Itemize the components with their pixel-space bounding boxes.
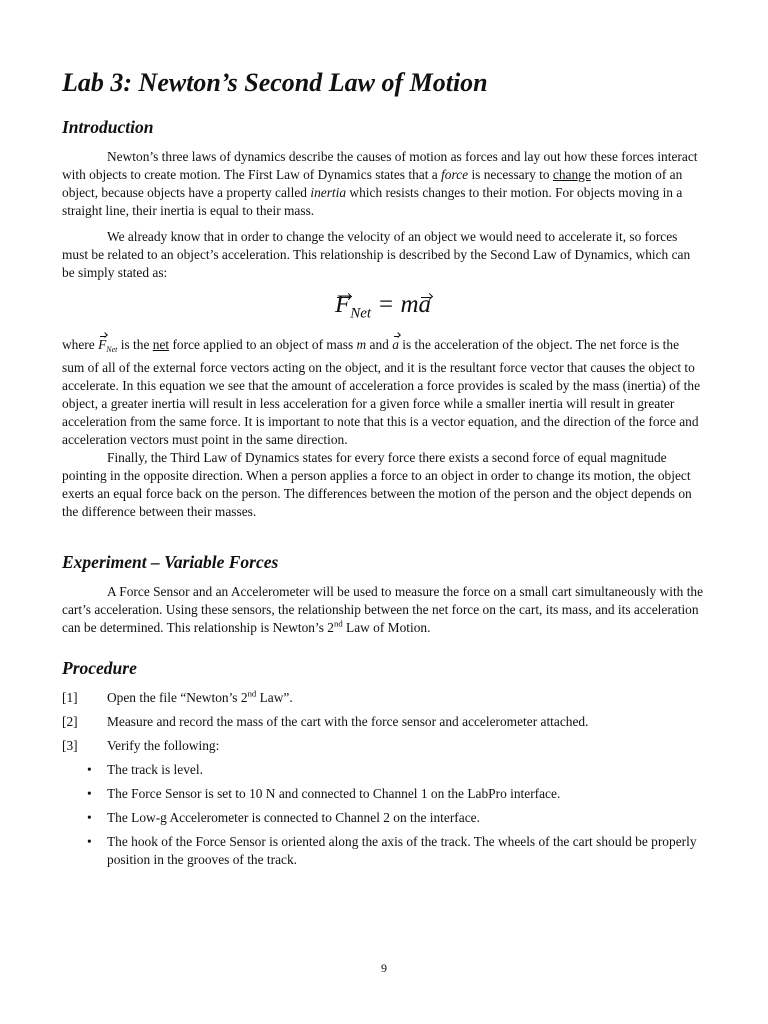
list-item <box>62 785 704 803</box>
emphasis-inertia: inertia <box>310 185 347 200</box>
procedure-step <box>62 713 704 731</box>
intro-paragraph-1 <box>62 148 704 220</box>
page-title: Lab 3: Newton’s Second Law of Motion <box>62 68 488 97</box>
text-run: Law of Motion. <box>342 619 431 635</box>
acceleration-vector-symbol: a <box>418 291 432 318</box>
underline-change: change <box>552 167 591 182</box>
equals-mass: = m <box>371 291 419 318</box>
text-run: Law”. <box>256 689 293 705</box>
text-run: and <box>366 337 393 352</box>
net-subscript: Net <box>350 305 372 322</box>
introduction-heading: Introduction <box>62 117 154 137</box>
bullet-icon: • <box>87 761 92 777</box>
bullet-icon: • <box>87 833 92 849</box>
step-number: [1] <box>62 689 78 705</box>
text-run: where <box>62 337 99 352</box>
text-run: which resists changes to their motion. For objects moving in a straight line, their inertia is equal to their mass. <box>62 185 683 218</box>
text-run: Open the file “Newton’s 2 <box>107 689 248 705</box>
bullet-icon: • <box>87 809 92 825</box>
step-text: Verify the following: <box>107 737 220 753</box>
list-item <box>62 833 704 869</box>
inline-mass-symbol: m <box>356 337 367 352</box>
newton-second-law-equation <box>62 291 704 328</box>
procedure-step <box>62 737 704 755</box>
text-run: is the acceleration of the object. The net force is the sum of all of the external force vectors acting on the object, and it is the resultant force vector that causes the object to accelerate. In this equation we see that the amount of acceleration a force provides is scaled by the mass (inertia) of the object, a greater inertia will result in less acceleration for a given force while a smaller inertia will result in greater acceleration from the same force. It is important to note that this is a vector equation, and the direction of the force and acceleration vectors must point in the same direction. <box>62 337 701 447</box>
superscript: nd <box>333 618 343 629</box>
text-run: is the <box>117 337 153 352</box>
experiment-paragraph <box>62 583 704 637</box>
underline-net: net <box>152 337 170 352</box>
page-number: 9 <box>381 961 387 975</box>
list-item <box>62 809 704 827</box>
text-run: A Force Sensor and an Accelerometer will be used to measure the force on a small cart simultaneously with the cart’s acceleration. Using these sensors, the relationship between the net force on the cart, its mass, and its acceleration can be determined. This relationship is Newton’s 2 <box>62 583 704 635</box>
procedure-heading: Procedure <box>62 657 137 678</box>
superscript: nd <box>247 688 257 699</box>
step-text <box>107 689 293 707</box>
bullet-text: The Low-g Accelerometer is connected to Channel 2 on the interface. <box>107 809 480 825</box>
bullet-text: The track is level. <box>107 761 203 777</box>
text-run: the motion of an object, because objects have a property called <box>62 167 683 200</box>
step-text: Measure and record the mass of the cart with the force sensor and accelerometer attached. <box>107 713 589 729</box>
procedure-step <box>62 689 704 707</box>
text-run: force applied to an object of mass <box>169 337 357 352</box>
text-run: is necessary to <box>468 167 553 182</box>
bullet-icon: • <box>87 785 92 801</box>
procedure-steps <box>62 689 704 869</box>
text-run: Newton’s three laws of dynamics describe the causes of motion as forces and lay out how these forces interact with objects to create motion. The First Law of Dynamics states that a <box>62 149 698 182</box>
bullet-text: The hook of the Force Sensor is oriented along the axis of the track. The wheels of the cart should be properly position in the grooves of the track. <box>107 833 697 867</box>
experiment-heading: Experiment – Variable Forces <box>62 551 279 572</box>
emphasis-force: force <box>441 167 469 182</box>
force-vector-symbol: F <box>334 291 351 318</box>
bullet-text: The Force Sensor is set to 10 N and connected to Channel 1 on the LabPro interface. <box>107 785 561 801</box>
inline-acceleration-vector: a <box>392 337 399 352</box>
intro-paragraph-4: Finally, the Third Law of Dynamics states for every force there exists a second force of equal magnitude pointing in the opposite direction. When a person applies a force to an object in order to change its motion, the object exerts an equal force back on the person. The differences between the motion of the person and the object depends on the difference between their masses. <box>62 449 692 519</box>
intro-paragraph-2: We already know that in order to change the velocity of an object we would need to accelerate it, so forces must be related to an object’s acceleration. This relationship is described by the Second Law of Dynamics, which can be simply stated as: <box>62 229 691 280</box>
intro-paragraph-3 <box>62 336 704 449</box>
inline-net-subscript: Net <box>106 344 118 354</box>
step-number: [3] <box>62 737 78 753</box>
document-page <box>62 60 704 875</box>
inline-force-vector: F <box>98 337 107 352</box>
list-item <box>62 761 704 779</box>
step-number: [2] <box>62 713 78 729</box>
